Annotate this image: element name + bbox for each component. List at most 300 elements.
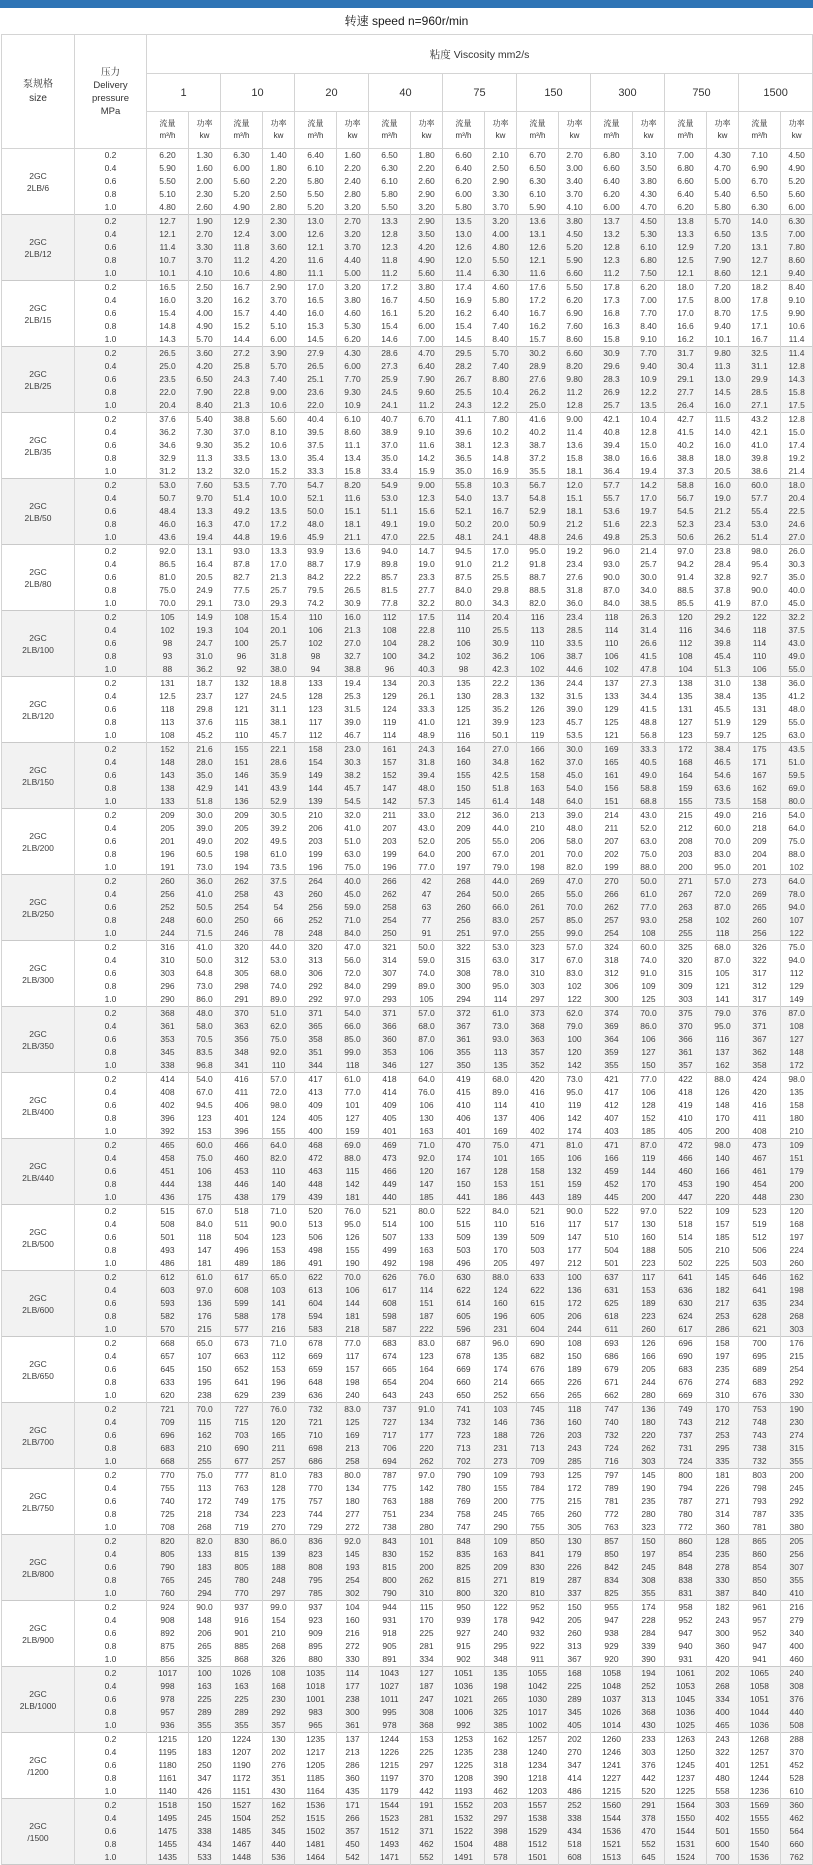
data-cell: 64.0 xyxy=(263,1139,295,1153)
data-cell: 325 xyxy=(189,1653,221,1667)
data-cell: 135 xyxy=(485,1059,517,1073)
data-cell: 153 xyxy=(263,1244,295,1257)
data-cell: 166 xyxy=(633,1350,665,1363)
pressure-cell: 0.4 xyxy=(75,1218,147,1231)
data-cell: 108 xyxy=(665,650,707,663)
data-cell: 352 xyxy=(517,1059,559,1073)
data-cell: 514 xyxy=(665,1231,707,1244)
data-cell: 615 xyxy=(517,1297,559,1310)
data-cell: 8.40 xyxy=(781,281,813,295)
data-cell: 690 xyxy=(221,1442,263,1455)
data-cell: 420 xyxy=(739,1086,781,1099)
data-cell: 26.5 xyxy=(337,584,369,597)
pump-size: 2GC /1500 xyxy=(2,1799,75,1865)
data-cell: 167 xyxy=(739,769,781,782)
data-cell: 3.50 xyxy=(411,228,443,241)
data-cell: 57.0 xyxy=(411,1007,443,1021)
data-cell: 265 xyxy=(739,901,781,914)
data-cell: 624 xyxy=(665,1310,707,1323)
pressure-cell: 0.6 xyxy=(75,439,147,452)
data-cell: 848 xyxy=(443,1535,485,1549)
data-cell: 1448 xyxy=(221,1851,263,1865)
data-cell: 81.0 xyxy=(147,571,189,584)
data-cell: 465 xyxy=(147,1139,189,1153)
data-cell: 39.4 xyxy=(591,439,633,452)
data-cell: 663 xyxy=(221,1350,263,1363)
data-cell: 106 xyxy=(443,637,485,650)
data-cell: 793 xyxy=(517,1469,559,1483)
data-cell: 51.4 xyxy=(739,531,781,545)
data-cell: 593 xyxy=(147,1297,189,1310)
data-cell: 48.8 xyxy=(633,716,665,729)
data-cell: 264 xyxy=(443,888,485,901)
data-cell: 7.80 xyxy=(485,413,517,427)
table-row xyxy=(2,677,813,691)
data-cell: 763 xyxy=(221,1482,263,1495)
data-cell: 42.1 xyxy=(739,426,781,439)
data-cell: 25.7 xyxy=(263,637,295,650)
data-cell: 820 xyxy=(147,1535,189,1549)
data-cell: 146 xyxy=(485,1416,517,1429)
data-cell: 150 xyxy=(443,1178,485,1191)
data-cell: 29.6 xyxy=(591,360,633,373)
data-cell: 5.20 xyxy=(411,307,443,320)
data-cell: 43.0 xyxy=(633,809,665,823)
pump-size: 2GC 2LB/440 xyxy=(2,1139,75,1205)
data-cell: 189 xyxy=(633,1297,665,1310)
data-cell: 6.80 xyxy=(633,254,665,267)
data-cell: 372 xyxy=(443,1007,485,1021)
data-cell: 61.0 xyxy=(633,888,665,901)
data-cell: 6.20 xyxy=(633,281,665,295)
pressure-cell: 0.8 xyxy=(75,518,147,531)
data-cell: 892 xyxy=(147,1627,189,1640)
data-cell: 54.0 xyxy=(189,1073,221,1087)
data-cell: 87.5 xyxy=(443,571,485,584)
data-cell: 58.8 xyxy=(633,782,665,795)
data-cell: 617 xyxy=(369,1284,411,1297)
data-cell: 6.30 xyxy=(221,149,263,163)
data-cell: 734 xyxy=(221,1508,263,1521)
data-cell: 53.5 xyxy=(559,729,591,743)
data-cell: 21.3 xyxy=(337,624,369,637)
data-cell: 215 xyxy=(665,809,707,823)
data-cell: 34.6 xyxy=(147,439,189,452)
data-cell: 139 xyxy=(295,795,337,809)
data-cell: 32.2 xyxy=(411,597,443,611)
table-row xyxy=(2,809,813,823)
data-cell: 189 xyxy=(559,1363,591,1376)
data-cell: 8.20 xyxy=(559,360,591,373)
data-cell: 15.6 xyxy=(411,505,443,518)
data-cell: 135 xyxy=(739,690,781,703)
data-cell: 17.0 xyxy=(633,492,665,505)
data-cell: 106 xyxy=(739,663,781,677)
data-cell: 272 xyxy=(337,1640,369,1653)
data-cell: 268 xyxy=(263,1640,295,1653)
data-cell: 937 xyxy=(221,1601,263,1615)
data-cell: 235 xyxy=(633,1495,665,1508)
pressure-cell: 0.8 xyxy=(75,254,147,267)
data-cell: 36.2 xyxy=(147,426,189,439)
data-cell: 15.4 xyxy=(369,320,411,333)
table-row xyxy=(2,531,813,545)
data-cell: 57.0 xyxy=(559,941,591,955)
table-row xyxy=(2,1759,813,1772)
data-cell: 260 xyxy=(559,1508,591,1521)
data-cell: 641 xyxy=(739,1284,781,1297)
data-cell: 1058 xyxy=(591,1667,633,1681)
pressure-cell: 0.2 xyxy=(75,677,147,691)
data-cell: 234 xyxy=(781,1297,813,1310)
data-cell: 31.5 xyxy=(559,690,591,703)
data-cell: 466 xyxy=(369,1165,411,1178)
table-row xyxy=(2,1653,813,1667)
data-cell: 210 xyxy=(189,1442,221,1455)
pressure-cell: 0.4 xyxy=(75,294,147,307)
data-cell: 191 xyxy=(147,861,189,875)
pressure-cell: 0.2 xyxy=(75,1139,147,1153)
data-cell: 16.5 xyxy=(147,281,189,295)
table-row xyxy=(2,1851,813,1865)
data-cell: 254 xyxy=(337,1574,369,1587)
data-cell: 151 xyxy=(221,756,263,769)
data-cell: 145 xyxy=(443,795,485,809)
data-cell: 190 xyxy=(337,1257,369,1271)
pressure-cell: 0.6 xyxy=(75,1033,147,1046)
data-cell: 290 xyxy=(485,1521,517,1535)
data-cell: 80.0 xyxy=(411,1205,443,1219)
data-cell: 15.9 xyxy=(411,465,443,479)
table-row xyxy=(2,1178,813,1191)
data-cell: 5.50 xyxy=(369,201,411,215)
data-cell: 141 xyxy=(707,993,739,1007)
data-cell: 24.3 xyxy=(411,743,443,757)
data-cell: 98 xyxy=(295,650,337,663)
data-cell: 125 xyxy=(559,1469,591,1483)
data-cell: 308 xyxy=(443,967,485,980)
data-cell: 108 xyxy=(147,729,189,743)
data-cell: 226 xyxy=(559,1376,591,1389)
table-row xyxy=(2,1389,813,1403)
data-cell: 1521 xyxy=(591,1838,633,1851)
data-cell: 95.0 xyxy=(485,980,517,993)
pump-size: 2GC 2LB/25 xyxy=(2,347,75,413)
data-cell: 957 xyxy=(739,1614,781,1627)
data-cell: 25.7 xyxy=(591,399,633,413)
data-cell: 842 xyxy=(591,1561,633,1574)
data-cell: 1045 xyxy=(665,1693,707,1706)
data-cell: 56.7 xyxy=(517,479,559,493)
data-cell: 367 xyxy=(739,1033,781,1046)
data-cell: 518 xyxy=(559,1838,591,1851)
data-cell: 31.1 xyxy=(739,360,781,373)
data-cell: 360 xyxy=(337,1772,369,1785)
data-cell: 702 xyxy=(443,1455,485,1469)
data-cell: 31.7 xyxy=(665,347,707,361)
data-cell: 668 xyxy=(147,1455,189,1469)
data-cell: 244 xyxy=(559,1323,591,1337)
data-cell: 310 xyxy=(707,1389,739,1403)
data-cell: 233 xyxy=(633,1733,665,1747)
data-cell: 6.00 xyxy=(781,201,813,215)
data-cell: 922 xyxy=(517,1640,559,1653)
data-cell: 199 xyxy=(369,848,411,861)
data-cell: 49.1 xyxy=(369,518,411,531)
pressure-cell: 0.4 xyxy=(75,1746,147,1759)
data-cell: 102 xyxy=(781,861,813,875)
data-cell: 9.10 xyxy=(781,294,813,307)
data-cell: 6.50 xyxy=(189,373,221,386)
data-cell: 47.8 xyxy=(633,663,665,677)
data-cell: 22.0 xyxy=(295,399,337,413)
data-cell: 170 xyxy=(707,1403,739,1417)
data-cell: 745 xyxy=(517,1403,559,1417)
data-cell: 38.2 xyxy=(337,769,369,782)
data-cell: 337 xyxy=(559,1587,591,1601)
data-cell: 1513 xyxy=(591,1851,633,1865)
data-cell: 315 xyxy=(781,1442,813,1455)
pressure-cell: 1.0 xyxy=(75,1389,147,1403)
data-cell: 6.30 xyxy=(739,201,781,215)
data-cell: 8.60 xyxy=(707,267,739,281)
data-cell: 1532 xyxy=(443,1812,485,1825)
data-cell: 61.0 xyxy=(263,848,295,861)
power-unit-header: 功率 kw xyxy=(633,112,665,149)
data-cell: 53.0 xyxy=(263,954,295,967)
data-cell: 12.4 xyxy=(221,228,263,241)
data-cell: 492 xyxy=(369,1257,411,1271)
data-cell: 269 xyxy=(517,875,559,889)
data-cell: 100 xyxy=(411,1218,443,1231)
data-cell: 87.0 xyxy=(781,1007,813,1021)
data-cell: 185 xyxy=(707,1231,739,1244)
data-cell: 355 xyxy=(221,1719,263,1733)
data-cell: 920 xyxy=(591,1653,633,1667)
data-cell: 1234 xyxy=(517,1759,559,1772)
data-cell: 453 xyxy=(665,1178,707,1191)
data-cell: 552 xyxy=(411,1851,443,1865)
data-cell: 38.1 xyxy=(263,716,295,729)
data-cell: 23.8 xyxy=(707,545,739,559)
data-cell: 501 xyxy=(147,1231,189,1244)
data-cell: 51.8 xyxy=(485,782,517,795)
data-cell: 27.1 xyxy=(739,399,781,413)
data-cell: 87.0 xyxy=(411,1033,443,1046)
data-cell: 30.9 xyxy=(485,637,517,650)
data-cell: 93.9 xyxy=(295,545,337,559)
data-cell: 29.8 xyxy=(485,584,517,597)
data-cell: 47.0 xyxy=(369,531,411,545)
data-cell: 15.1 xyxy=(559,492,591,505)
data-cell: 582 xyxy=(147,1310,189,1323)
data-cell: 172 xyxy=(559,1297,591,1310)
data-cell: 252 xyxy=(263,1812,295,1825)
data-cell: 5.60 xyxy=(781,188,813,201)
table-row xyxy=(2,1785,813,1799)
data-cell: 515 xyxy=(443,1218,485,1231)
data-cell: 70.5 xyxy=(189,1033,221,1046)
data-cell: 12.3 xyxy=(591,254,633,267)
data-cell: 830 xyxy=(369,1548,411,1561)
data-cell: 440 xyxy=(781,1706,813,1719)
data-cell: 164 xyxy=(411,1363,443,1376)
data-cell: 124 xyxy=(263,1112,295,1125)
data-cell: 2.90 xyxy=(485,175,517,188)
table-row xyxy=(2,201,813,215)
data-cell: 144 xyxy=(633,1165,665,1178)
data-cell: 150 xyxy=(189,1363,221,1376)
data-cell: 1225 xyxy=(665,1785,707,1799)
data-cell: 94 xyxy=(295,663,337,677)
table-row xyxy=(2,1667,813,1681)
table-row xyxy=(2,914,813,927)
data-cell: 16.7 xyxy=(485,505,517,518)
data-cell: 25.0 xyxy=(147,360,189,373)
pump-size: 2GC 2LB/500 xyxy=(2,1205,75,1271)
data-cell: 22.3 xyxy=(633,518,665,531)
data-cell: 38.1 xyxy=(443,439,485,452)
data-cell: 104 xyxy=(221,624,263,637)
data-cell: 430 xyxy=(263,1785,295,1799)
table-row xyxy=(2,1455,813,1469)
data-cell: 790 xyxy=(369,1587,411,1601)
data-cell: 1205 xyxy=(295,1759,337,1772)
data-cell: 24.5 xyxy=(369,386,411,399)
pressure-cell: 0.8 xyxy=(75,980,147,993)
data-cell: 33.5 xyxy=(559,637,591,650)
data-cell: 1246 xyxy=(591,1746,633,1759)
data-cell: 134 xyxy=(369,677,411,691)
data-cell: 939 xyxy=(443,1614,485,1627)
data-cell: 160 xyxy=(485,1297,517,1310)
data-cell: 39.0 xyxy=(559,809,591,823)
data-cell: 116 xyxy=(443,729,485,743)
data-cell: 3.50 xyxy=(633,162,665,175)
data-cell: 165 xyxy=(263,1429,295,1442)
data-cell: 83.0 xyxy=(411,1337,443,1351)
data-cell: 1051 xyxy=(739,1693,781,1706)
data-cell: 30.0 xyxy=(189,809,221,823)
data-cell: 749 xyxy=(221,1495,263,1508)
data-cell: 11.4 xyxy=(147,241,189,254)
data-cell: 22.8 xyxy=(411,624,443,637)
data-cell: 83.5 xyxy=(189,1046,221,1059)
table-row xyxy=(2,756,813,769)
data-cell: 781 xyxy=(591,1495,633,1508)
data-cell: 40.2 xyxy=(517,426,559,439)
data-cell: 16.7 xyxy=(517,307,559,320)
data-cell: 75.0 xyxy=(189,1152,221,1165)
data-cell: 444 xyxy=(147,1178,189,1191)
data-cell: 170 xyxy=(411,1614,443,1627)
data-cell: 190 xyxy=(633,1482,665,1495)
data-cell: 125 xyxy=(633,993,665,1007)
data-cell: 207 xyxy=(369,822,411,835)
data-cell: 401 xyxy=(221,1112,263,1125)
data-cell: 155 xyxy=(263,1125,295,1139)
data-cell: 120 xyxy=(559,1046,591,1059)
data-cell: 210 xyxy=(781,1125,813,1139)
data-cell: 409 xyxy=(369,1099,411,1112)
data-cell: 443 xyxy=(517,1191,559,1205)
data-cell: 37.5 xyxy=(781,624,813,637)
data-cell: 106 xyxy=(411,1099,443,1112)
data-cell: 157 xyxy=(369,756,411,769)
data-cell: 155 xyxy=(337,1244,369,1257)
data-cell: 50.7 xyxy=(147,492,189,505)
data-cell: 558 xyxy=(707,1785,739,1799)
data-cell: 2.50 xyxy=(485,162,517,175)
data-cell: 721 xyxy=(295,1416,337,1429)
data-cell: 909 xyxy=(295,1627,337,1640)
data-cell: 24.1 xyxy=(485,531,517,545)
data-cell: 407 xyxy=(591,1112,633,1125)
pressure-cell: 0.2 xyxy=(75,1205,147,1219)
data-cell: 3.20 xyxy=(337,201,369,215)
data-cell: 414 xyxy=(559,1772,591,1785)
data-cell: 1044 xyxy=(739,1706,781,1719)
data-cell: 68.0 xyxy=(263,967,295,980)
data-cell: 198 xyxy=(781,1284,813,1297)
data-cell: 300 xyxy=(337,1706,369,1719)
data-cell: 18.1 xyxy=(559,465,591,479)
data-cell: 203 xyxy=(665,848,707,861)
data-cell: 367 xyxy=(559,1653,591,1667)
data-cell: 1481 xyxy=(295,1838,337,1851)
data-cell: 24.5 xyxy=(263,690,295,703)
data-cell: 803 xyxy=(739,1469,781,1483)
data-cell: 518 xyxy=(665,1218,707,1231)
data-cell: 18.2 xyxy=(739,281,781,295)
data-cell: 1225 xyxy=(443,1759,485,1772)
data-cell: 1065 xyxy=(739,1667,781,1681)
data-cell: 637 xyxy=(591,1271,633,1285)
data-cell: 14.6 xyxy=(369,333,411,347)
data-cell: 126 xyxy=(707,1086,739,1099)
data-cell: 262 xyxy=(369,888,411,901)
data-cell: 726 xyxy=(517,1429,559,1442)
table-row xyxy=(2,149,813,163)
data-cell: 198 xyxy=(517,861,559,875)
table-row xyxy=(2,1535,813,1549)
data-cell: 361 xyxy=(337,1719,369,1733)
data-cell: 85.0 xyxy=(337,1033,369,1046)
data-cell: 79.5 xyxy=(295,584,337,597)
data-cell: 401 xyxy=(443,1125,485,1139)
data-cell: 121 xyxy=(221,703,263,716)
data-cell: 416 xyxy=(517,1086,559,1099)
data-cell: 82.7 xyxy=(221,571,263,584)
data-cell: 70.0 xyxy=(147,597,189,611)
data-cell: 306 xyxy=(591,980,633,993)
data-cell: 128 xyxy=(707,1535,739,1549)
pump-group xyxy=(2,215,813,281)
data-cell: 180 xyxy=(633,1416,665,1429)
data-cell: 740 xyxy=(591,1416,633,1429)
data-cell: 50.0 xyxy=(633,875,665,889)
viscosity-value-header: 20 xyxy=(295,74,369,112)
data-cell: 25.9 xyxy=(369,373,411,386)
table-row xyxy=(2,307,813,320)
data-cell: 102 xyxy=(559,980,591,993)
data-cell: 3.00 xyxy=(263,228,295,241)
data-cell: 1001 xyxy=(295,1693,337,1706)
data-cell: 151 xyxy=(781,1152,813,1165)
data-cell: 1245 xyxy=(665,1759,707,1772)
data-cell: 6.40 xyxy=(665,188,707,201)
data-cell: 312 xyxy=(739,980,781,993)
